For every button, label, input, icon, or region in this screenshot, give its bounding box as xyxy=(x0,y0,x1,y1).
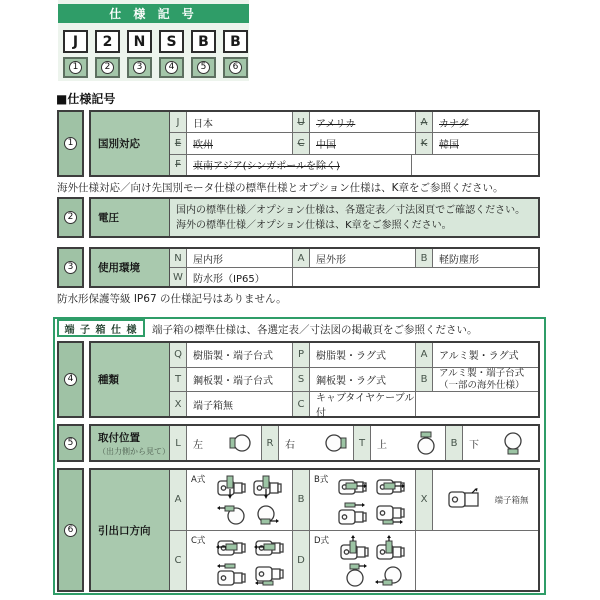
cell-text: 鋼板製・ラグ式 xyxy=(316,376,386,387)
num-box-6 xyxy=(223,57,248,78)
country-sea xyxy=(187,155,412,175)
num-box-4 xyxy=(159,57,184,78)
empty-cell xyxy=(416,531,538,591)
outlet-d-type-label: D式 xyxy=(314,535,330,546)
table-row xyxy=(170,132,538,153)
terminal-box-note: 端子箱の標準仕様は、各選定表／寸法図の掲載頁をご参照ください。 xyxy=(152,324,478,336)
outlet-code-D: D xyxy=(293,531,310,591)
circled-number: 3 xyxy=(133,61,146,74)
type-no-box xyxy=(187,392,293,416)
table-row xyxy=(170,367,538,392)
cell-text: 右 xyxy=(285,439,295,451)
row6-number-cell xyxy=(57,468,84,592)
outlet-x-diagram-cell xyxy=(433,470,538,530)
code-box-1: J xyxy=(63,30,88,53)
motor-side-view-left-outlet-icon xyxy=(251,536,285,560)
country-code-J: J xyxy=(170,112,187,132)
env-code-N: N xyxy=(170,249,187,267)
circled-number: 2 xyxy=(64,211,77,224)
environment-grid xyxy=(170,249,538,286)
row1-number-cell xyxy=(57,110,84,177)
row4-label: 種類 xyxy=(91,343,170,416)
cell-text: 鋼板製・端子台式 xyxy=(193,376,273,387)
code-box-3: N xyxy=(127,30,152,53)
cell-text: アルミ製・ラグ式 xyxy=(439,351,519,363)
row4-number-cell xyxy=(57,341,84,418)
motor-side-view-no-box-icon xyxy=(448,488,484,512)
cell-text: 下 xyxy=(469,439,479,451)
row6-label: 引出口方向 xyxy=(91,470,170,590)
type-code-Q: Q xyxy=(170,343,187,367)
outlet-code-B: B xyxy=(293,470,310,530)
mount-code-B: B xyxy=(446,426,463,460)
motor-side-view-left-outlet-icon xyxy=(213,536,247,560)
cell-text: 韓国 xyxy=(439,139,459,151)
type-steel-terminal xyxy=(187,368,293,392)
outlet-code-X: X xyxy=(416,470,433,530)
motor-end-view-top-outlet-icon xyxy=(340,563,370,588)
num-box-1 xyxy=(63,57,88,78)
circled-number: 5 xyxy=(64,437,77,450)
mount-code-R: R xyxy=(262,426,279,460)
outlet-code-A: A xyxy=(170,470,187,530)
motor-side-view-top-outlet-icon xyxy=(251,475,283,500)
cell-text: 東南アジア(シンガポールを除く) xyxy=(193,161,340,173)
circled-number: 1 xyxy=(64,137,77,150)
motor-side-view-up-outlet-icon xyxy=(374,535,406,561)
table-row xyxy=(170,470,538,530)
cell-text: 端子箱無 xyxy=(193,400,233,412)
cell-text: 左 xyxy=(193,439,203,451)
outlet-direction-table xyxy=(89,468,540,592)
cell-text: アメリカ xyxy=(316,118,356,130)
row3-note: 防水形保護等級 IP67 の仕様記号はありません。 xyxy=(57,293,287,305)
empty-cell xyxy=(416,392,538,416)
motor-side-view-right-outlet-icon xyxy=(374,475,408,499)
country-code-E: E xyxy=(170,133,187,153)
motor-end-view-bottom-outlet-icon xyxy=(251,502,281,527)
row1-note: 海外仕様対応／向け先国別モータ仕様の標準仕様とオプション仕様は、K章をご参照ください。 xyxy=(57,182,504,194)
type-code-C: C xyxy=(293,392,310,416)
code-box-6: B xyxy=(223,30,248,53)
num-box-3 xyxy=(127,57,152,78)
circled-number: 1 xyxy=(69,61,82,74)
outlet-a-diagram-cell xyxy=(187,470,293,530)
cell-text: 樹脂製・ラグ式 xyxy=(316,351,386,363)
type-cabtyre xyxy=(310,392,416,420)
terminal-box-label: 端 子 箱 仕 様 xyxy=(57,319,145,337)
cell-text: 日本 xyxy=(193,118,213,130)
outlet-c-type-label: C式 xyxy=(191,535,206,546)
outlet-x-note: 端子箱無 xyxy=(494,495,529,506)
voltage-line2: 海外の標準仕様／オプション仕様は、K章をご参照ください。 xyxy=(176,219,452,231)
env-outdoor xyxy=(310,249,416,267)
row2-label: 電圧 xyxy=(91,199,170,236)
table-row xyxy=(170,249,538,267)
circled-number: 4 xyxy=(64,373,77,386)
row5-label-sub: （出力側から見て） xyxy=(98,446,170,456)
circled-number: 3 xyxy=(64,261,77,274)
mount-code-T: T xyxy=(354,426,371,460)
env-code-W: W xyxy=(170,268,187,286)
motor-end-view-bottom-outlet-icon xyxy=(374,563,404,588)
country-europe xyxy=(187,133,293,153)
type-table xyxy=(89,341,540,418)
row5-label-main: 取付位置 xyxy=(98,431,140,444)
outlet-d-diagram-cell xyxy=(310,531,416,591)
table-row xyxy=(170,154,538,175)
country-japan xyxy=(187,112,293,132)
cell-text xyxy=(439,368,525,392)
row2-number-cell xyxy=(57,197,84,238)
cell-text: 軽防塵形 xyxy=(439,254,479,266)
cell-text: 上 xyxy=(377,439,387,451)
motor-side-view-right-outlet-icon xyxy=(336,475,370,499)
code-box-5: B xyxy=(191,30,216,53)
voltage-table xyxy=(89,197,540,238)
circled-number: 6 xyxy=(229,61,242,74)
mount-top xyxy=(371,426,446,460)
country-code-F: F xyxy=(170,155,187,175)
table-row xyxy=(170,343,538,367)
type-code-S: S xyxy=(293,368,310,392)
circled-number: 6 xyxy=(64,524,77,537)
type-alumi-lug xyxy=(433,343,538,367)
mount-code-L: L xyxy=(170,426,187,460)
motor-end-view-left-outlet-icon xyxy=(217,502,247,527)
spec-code-header-panel xyxy=(58,0,249,81)
cell-text-line2: （一部の海外仕様） xyxy=(439,379,525,391)
code-box-4: S xyxy=(159,30,184,53)
type-steel-lug xyxy=(310,368,416,392)
cell-text: 防水形（IP65） xyxy=(193,273,265,285)
table-row xyxy=(170,530,538,591)
outlet-b-diagram-cell xyxy=(310,470,416,530)
outlet-c-diagram-cell xyxy=(187,531,293,591)
mount-right xyxy=(279,426,354,460)
row3-number-cell xyxy=(57,247,84,288)
country-code-U: U xyxy=(293,112,310,132)
env-waterproof xyxy=(187,268,293,286)
type-resin-terminal xyxy=(187,343,293,367)
table-row xyxy=(170,391,538,420)
outlet-x-diagrams xyxy=(439,470,538,530)
code-box-2: 2 xyxy=(95,30,120,53)
circled-number: 2 xyxy=(101,61,114,74)
mount-left xyxy=(187,426,262,460)
env-code-B: B xyxy=(416,249,433,267)
cell-text: 樹脂製・端子台式 xyxy=(193,351,273,363)
cell-text: 屋外形 xyxy=(316,254,346,266)
cell-text: 中国 xyxy=(316,139,336,151)
row5-number-cell xyxy=(57,424,84,462)
type-code-P: P xyxy=(293,343,310,367)
cell-text: キャブタイヤケーブル付 xyxy=(316,393,415,420)
num-box-5 xyxy=(191,57,216,78)
environment-table xyxy=(89,247,540,288)
outlet-grid xyxy=(170,470,538,590)
type-code-X: X xyxy=(170,392,187,416)
motor-end-view-right-icon xyxy=(321,431,347,455)
type-code-B: B xyxy=(416,368,433,392)
type-alumi-terminal xyxy=(433,368,538,392)
cell-text: カナダ xyxy=(439,118,469,130)
cell-text: 屋内形 xyxy=(193,254,223,266)
motor-side-view-top-left-outlet-icon xyxy=(213,563,247,587)
empty-cell xyxy=(412,155,538,175)
country-canada xyxy=(433,112,538,132)
env-indoor xyxy=(187,249,293,267)
mount-bottom xyxy=(463,426,538,460)
section-title: ■仕様記号 xyxy=(56,92,116,106)
voltage-line1: 国内の標準仕様／オプション仕様は、各選定表／寸法図頁でご確認ください。 xyxy=(176,204,526,216)
type-resin-lug xyxy=(310,343,416,367)
type-code-T: T xyxy=(170,368,187,392)
table-row xyxy=(170,426,538,460)
country-code-K: K xyxy=(416,133,433,153)
outlet-a-type-label: A式 xyxy=(191,475,206,485)
motor-end-view-top-icon xyxy=(413,431,439,455)
table-row xyxy=(170,112,538,132)
motor-end-view-bottom-icon xyxy=(500,431,526,455)
country-korea xyxy=(433,133,538,153)
outlet-b-type-label: B式 xyxy=(314,475,329,485)
spec-code-title: 仕 様 記 号 xyxy=(58,4,249,23)
voltage-note-cell xyxy=(170,199,538,236)
circled-number: 5 xyxy=(197,61,210,74)
row5-label xyxy=(91,426,170,460)
country-usa xyxy=(310,112,416,132)
mount-position-table xyxy=(89,424,540,462)
env-code-A: A xyxy=(293,249,310,267)
row3-label: 使用環境 xyxy=(91,249,170,286)
type-grid xyxy=(170,343,538,420)
country-china xyxy=(310,133,416,153)
motor-side-view-top-outlet-icon xyxy=(215,475,247,500)
country-code-A: A xyxy=(416,112,433,132)
motor-side-view-up-outlet-icon xyxy=(338,535,370,561)
num-box-2 xyxy=(95,57,120,78)
env-dustproof xyxy=(433,249,538,267)
type-code-A: A xyxy=(416,343,433,367)
mount-grid xyxy=(170,426,538,460)
outlet-code-C: C xyxy=(170,531,187,591)
empty-cell xyxy=(293,268,538,286)
motor-side-view-top-right-outlet-icon xyxy=(336,502,370,526)
cell-text-line1: アルミ製・端子台式 xyxy=(439,367,525,379)
country-code-C: C xyxy=(293,133,310,153)
cell-text: 欧州 xyxy=(193,139,213,151)
row1-label: 国別対応 xyxy=(91,112,170,175)
table-row xyxy=(170,267,538,286)
country-grid xyxy=(170,112,538,175)
motor-side-view-bottom-left-outlet-icon xyxy=(251,563,285,587)
motor-end-view-left-icon xyxy=(229,431,255,455)
circled-number: 4 xyxy=(165,61,178,74)
motor-side-view-bottom-right-outlet-icon xyxy=(374,502,408,526)
country-table xyxy=(89,110,540,177)
